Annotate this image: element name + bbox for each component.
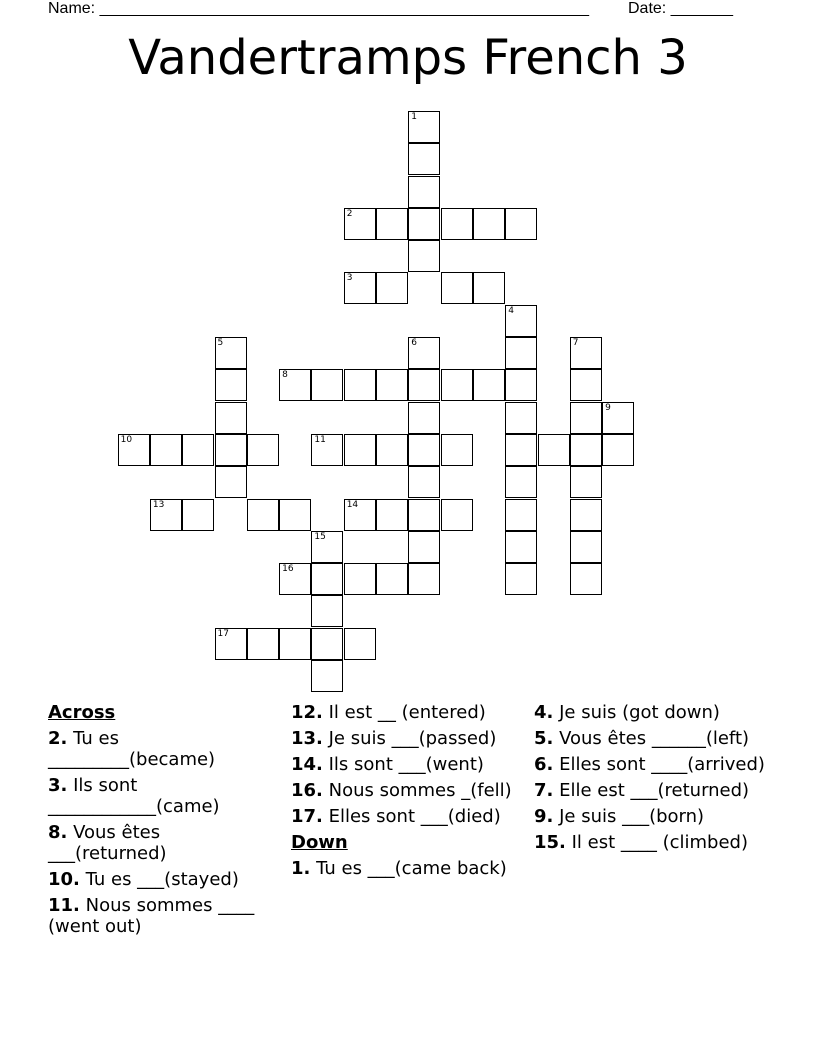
clues-column-1 [48, 702, 280, 942]
clue-number: 16 [282, 564, 294, 575]
grid-cell[interactable] [376, 563, 408, 595]
clue-number: 17 [217, 628, 229, 639]
clue-down-7: 7. Elle est ___(returned) [534, 780, 750, 801]
grid-cell-1[interactable] [408, 111, 440, 143]
grid-cell[interactable] [311, 369, 343, 401]
grid-cell[interactable] [408, 208, 440, 240]
grid-cell[interactable] [570, 499, 602, 531]
grid-cell[interactable] [150, 434, 182, 466]
grid-cell[interactable] [311, 628, 343, 660]
clue-number: 9 [605, 402, 611, 413]
grid-cell[interactable] [247, 628, 279, 660]
grid-cell[interactable] [441, 272, 473, 304]
grid-cell[interactable] [602, 434, 634, 466]
grid-cell[interactable] [408, 499, 440, 531]
grid-cell[interactable] [505, 402, 537, 434]
grid-cell[interactable] [376, 499, 408, 531]
grid-cell[interactable] [344, 434, 376, 466]
name-label: Name: [48, 0, 100, 17]
grid-cell[interactable] [570, 434, 602, 466]
clue-down-1: 1. Tu es ___(came back) [291, 858, 507, 879]
clue-across-17: 17. Elles sont ___(died) [291, 806, 501, 827]
grid-cell-10[interactable] [118, 434, 150, 466]
clue-number: 2 [346, 208, 353, 219]
grid-cell[interactable] [505, 208, 537, 240]
clue-across-3: 3. Ils sont ____________(came) [48, 775, 220, 817]
grid-cell[interactable] [279, 628, 311, 660]
grid-cell-2[interactable] [344, 208, 376, 240]
grid-cell[interactable] [570, 369, 602, 401]
down-heading: Down [291, 832, 348, 853]
grid-cell-7[interactable] [570, 337, 602, 369]
grid-cell-17[interactable] [215, 628, 247, 660]
grid-cell[interactable] [311, 563, 343, 595]
date-label: Date: [628, 0, 671, 17]
clue-number: 4 [508, 305, 514, 316]
grid-cell[interactable] [311, 595, 343, 627]
grid-cell[interactable] [408, 402, 440, 434]
grid-cell[interactable] [473, 208, 505, 240]
grid-cell[interactable] [505, 369, 537, 401]
grid-cell[interactable] [505, 434, 537, 466]
clue-down-9: 9. Je suis ___(born) [534, 806, 705, 827]
grid-cell[interactable] [408, 531, 440, 563]
clue-across-8: 8. Vous êtes ___(returned) [48, 822, 167, 864]
grid-cell[interactable] [408, 176, 440, 208]
grid-cell[interactable] [215, 434, 247, 466]
grid-cell[interactable] [505, 531, 537, 563]
grid-cell-6[interactable] [408, 337, 440, 369]
date-line [628, 0, 733, 18]
clue-number: 5 [217, 338, 224, 348]
name-blank[interactable]: _______________________________________________________ [99, 0, 589, 17]
grid-cell[interactable] [279, 499, 311, 531]
name-line [48, 0, 589, 18]
grid-cell[interactable] [215, 402, 247, 434]
grid-cell[interactable] [344, 628, 376, 660]
grid-cell[interactable] [441, 434, 473, 466]
page-title: Vandertramps French 3 [128, 30, 688, 86]
clue-number: 13 [152, 499, 165, 510]
grid-cell-3[interactable] [344, 272, 376, 304]
grid-cell[interactable] [376, 434, 408, 466]
grid-cell[interactable] [441, 208, 473, 240]
clue-down-6: 6. Elles sont ____(arrived) [534, 754, 765, 775]
grid-cell[interactable] [344, 563, 376, 595]
grid-cell[interactable] [311, 660, 343, 692]
clue-number: 6 [411, 338, 418, 348]
grid-cell-8[interactable] [279, 369, 311, 401]
clue-number: 11 [314, 434, 326, 445]
grid-cell-15[interactable] [311, 531, 343, 563]
clue-across-12: 12. Il est __ (entered) [291, 702, 486, 723]
grid-cell[interactable] [182, 434, 214, 466]
clue-down-4: 4. Je suis (got down) [534, 702, 720, 723]
grid-cell[interactable] [570, 466, 602, 498]
clues-column-3 [534, 702, 774, 858]
clue-number: 15 [314, 531, 326, 542]
grid-cell[interactable] [408, 369, 440, 401]
clue-number: 8 [282, 370, 288, 381]
clue-across-11: 11. Nous sommes ____ (went out) [48, 895, 255, 937]
clue-across-10: 10. Tu es ___(stayed) [48, 869, 239, 890]
grid-cell-11[interactable] [311, 434, 343, 466]
grid-cell[interactable] [505, 466, 537, 498]
grid-cell[interactable] [408, 563, 440, 595]
grid-cell-13[interactable] [150, 499, 182, 531]
date-blank[interactable]: _______ [670, 0, 733, 17]
grid-cell[interactable] [247, 434, 279, 466]
grid-cell[interactable] [408, 434, 440, 466]
clue-across-13: 13. Je suis ___(passed) [291, 728, 497, 749]
grid-cell[interactable] [441, 499, 473, 531]
grid-cell[interactable] [505, 563, 537, 595]
grid-cell-14[interactable] [344, 499, 376, 531]
grid-cell[interactable] [441, 369, 473, 401]
clue-number: 10 [120, 434, 133, 445]
grid-cell-9[interactable] [602, 402, 634, 434]
grid-cell[interactable] [376, 272, 408, 304]
clue-number: 7 [572, 338, 579, 348]
grid-cell[interactable] [505, 337, 537, 369]
grid-cell-5[interactable] [215, 337, 247, 369]
grid-cell[interactable] [473, 272, 505, 304]
grid-cell[interactable] [408, 240, 440, 272]
grid-cell[interactable] [570, 563, 602, 595]
grid-cell[interactable] [408, 143, 440, 175]
grid-cell[interactable] [215, 369, 247, 401]
grid-cell[interactable] [376, 369, 408, 401]
clue-number: 1 [411, 111, 418, 122]
clue-across-2: 2. Tu es _________(became) [48, 728, 216, 770]
grid-cell[interactable] [570, 531, 602, 563]
across-heading: Across [48, 702, 116, 723]
grid-cell-4[interactable] [505, 305, 537, 337]
grid-cell[interactable] [247, 499, 279, 531]
clue-across-14: 14. Ils sont ___(went) [291, 754, 484, 775]
grid-cell[interactable] [344, 369, 376, 401]
grid-cell[interactable] [473, 369, 505, 401]
clues-column-2 [291, 702, 526, 884]
grid-cell[interactable] [538, 434, 570, 466]
clue-number: 14 [346, 499, 359, 510]
grid-cell[interactable] [408, 466, 440, 498]
clue-down-15: 15. Il est ____ (climbed) [534, 832, 748, 853]
grid-cell[interactable] [376, 208, 408, 240]
clue-down-5: 5. Vous êtes ______(left) [534, 728, 750, 749]
grid-cell[interactable] [505, 499, 537, 531]
grid-cell[interactable] [182, 499, 214, 531]
grid-cell[interactable] [570, 402, 602, 434]
clue-number: 3 [346, 273, 353, 284]
grid-cell-16[interactable] [279, 563, 311, 595]
clue-across-16: 16. Nous sommes _(fell) [291, 780, 512, 801]
grid-cell[interactable] [215, 466, 247, 498]
